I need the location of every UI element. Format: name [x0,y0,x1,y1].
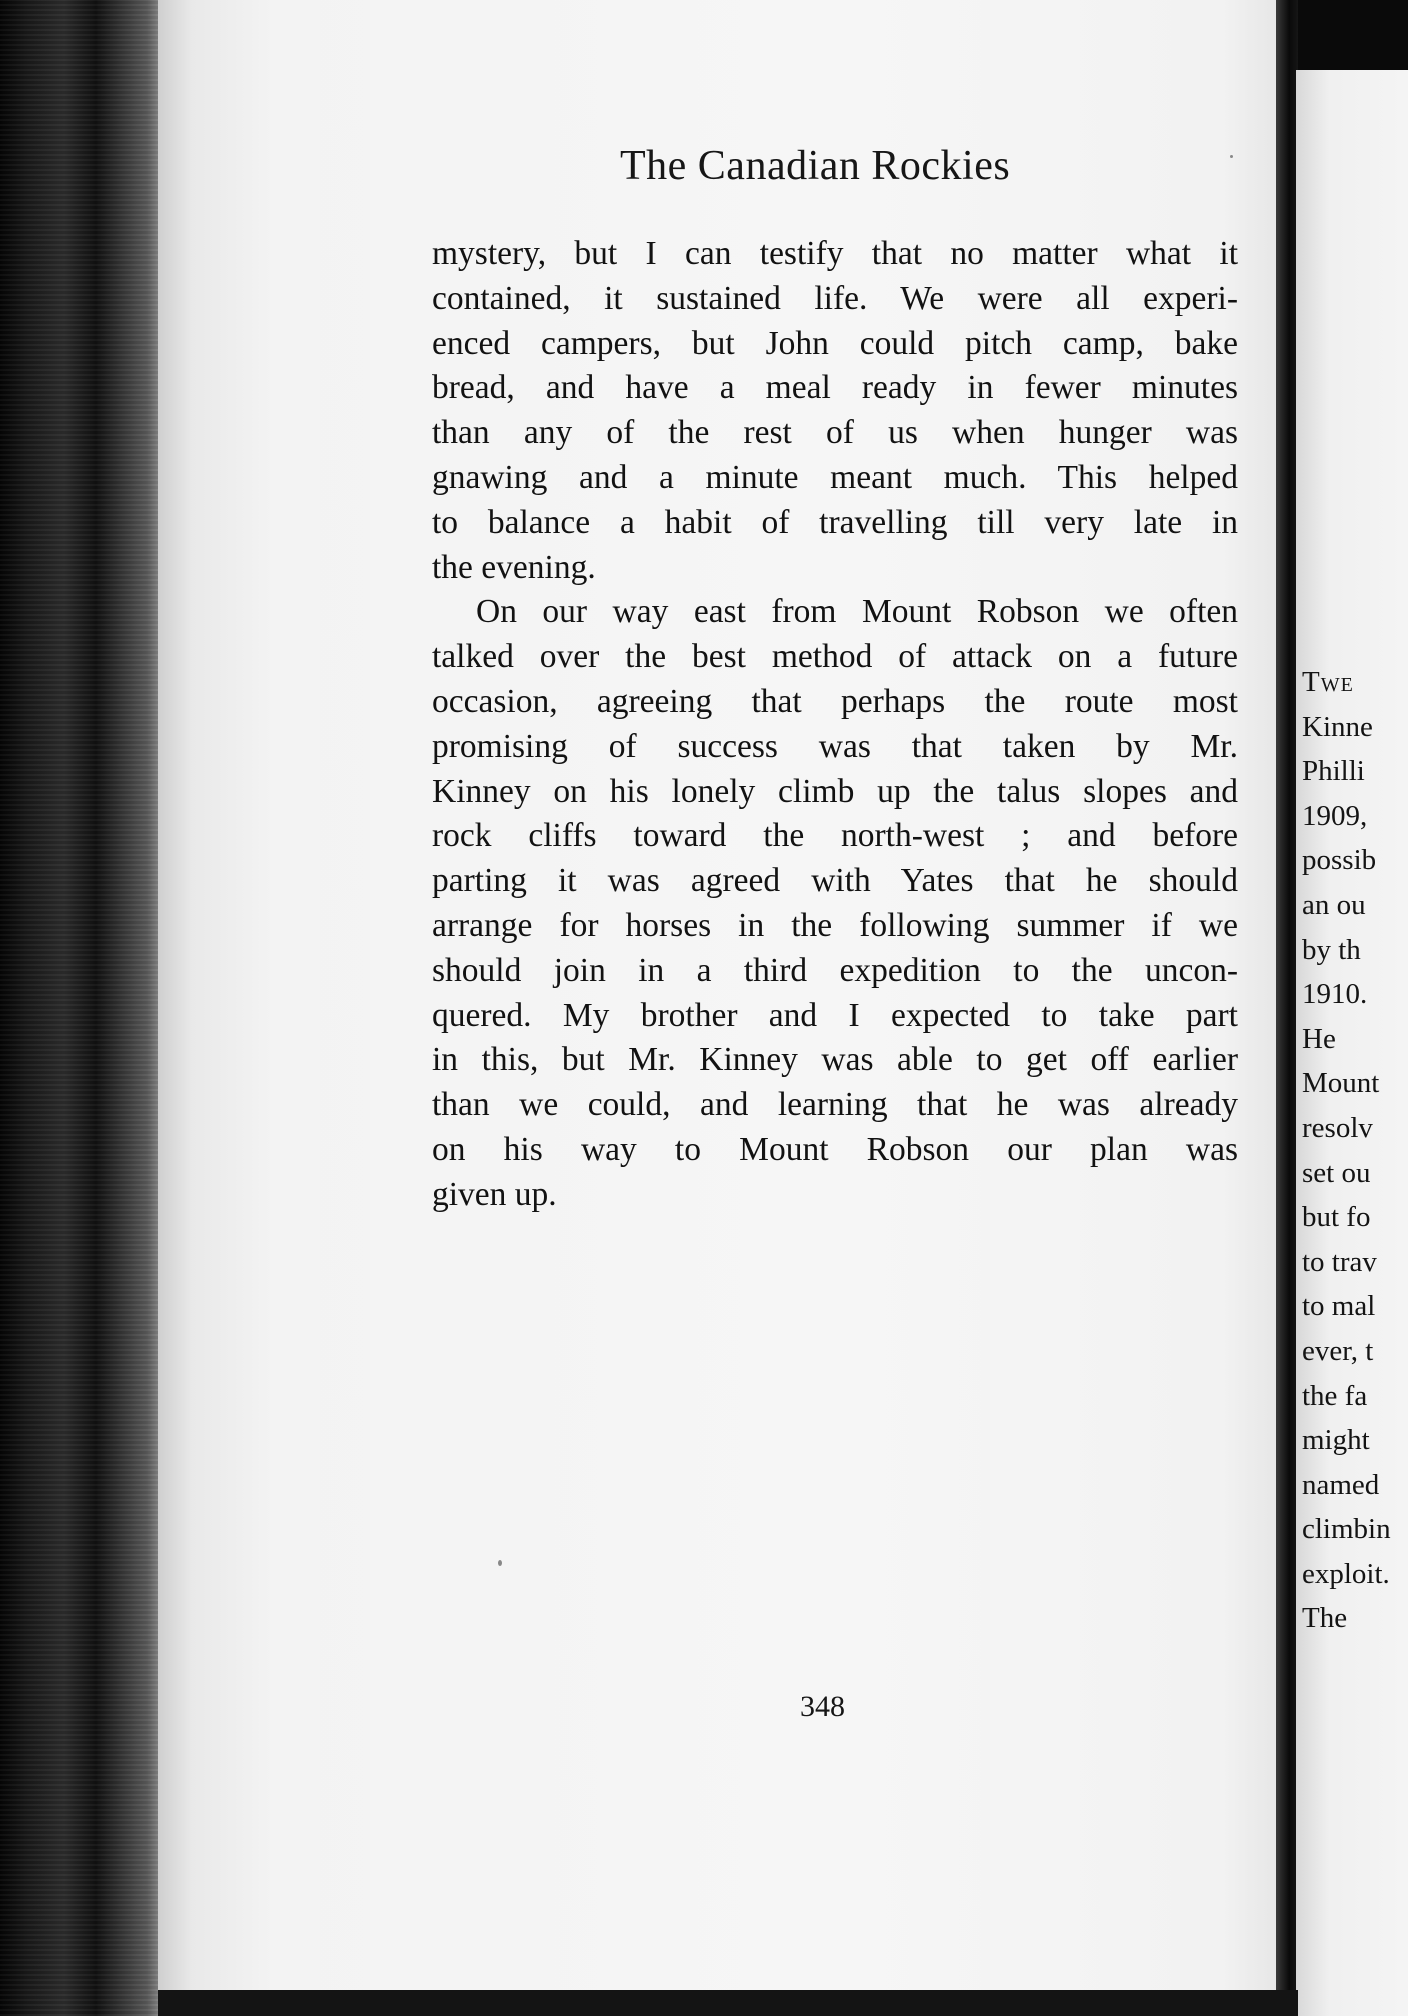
facing-text-line: resolv [1302,1111,1373,1144]
book-gutter [1276,0,1298,2016]
facing-text-line: ever, t [1302,1334,1374,1367]
facing-text-line: exploit. [1302,1557,1390,1590]
facing-text-line: set ou [1302,1156,1371,1189]
paragraph [432,590,1238,1217]
scan-bottom-border [158,1990,1298,2016]
facing-text-line: the fa [1302,1379,1368,1412]
facing-text-line: Kinne [1302,710,1373,743]
text-line: Kinney on his lonely climb up the talus slopes and [432,772,1238,810]
facing-text-line: might [1302,1424,1370,1457]
text-line: on his way to Mount Robson our plan was [432,1130,1238,1168]
facing-text-line: He [1302,1022,1336,1055]
text-line: enced campers, but John could pitch camp, bake [432,324,1238,362]
text-line: parting it was agreed with Yates that he should [432,862,1238,900]
running-head: The Canadian Rockies [620,143,1011,189]
facing-text-line: The [1302,1602,1348,1635]
paper-speck [1230,155,1233,158]
facing-text-line: 1910. [1302,978,1368,1011]
facing-text-line: to mal [1302,1290,1376,1323]
facing-text-line: 1909, [1302,799,1368,832]
facing-text-line: Mount [1302,1067,1380,1100]
text-line: mystery, but I can testify that no matter what it [432,235,1238,272]
facing-text-line: climbin [1302,1513,1391,1546]
text-line: contained, it sustained life. We were all experi- [432,279,1238,317]
text-line: On our way east from Mount Robson we often [476,593,1238,631]
text-line: quered. My brother and I expected to take part [432,996,1238,1034]
body-text [432,232,1238,1218]
text-line: the evening. [432,548,596,586]
facing-text-line: but fo [1302,1201,1371,1234]
facing-text-line: named [1302,1468,1380,1501]
text-line: should join in a third expedition to the uncon- [432,951,1238,989]
text-line: than any of the rest of us when hunger was [432,414,1238,452]
text-line: to balance a habit of travelling till very late in [432,503,1238,541]
facing-page-text [1302,660,1391,1641]
text-line: promising of success was that taken by Mr. [432,727,1238,765]
text-line: in this, but Mr. Kinney was able to get off earlier [432,1041,1238,1079]
text-line: given up. [432,1175,557,1213]
page-number: 348 [800,1690,845,1723]
text-line: rock cliffs toward the north-west ; and before [432,817,1238,855]
paragraph [432,232,1238,590]
text-line: occasion, agreeing that perhaps the route most [432,682,1238,720]
facing-text-line: an ou [1302,888,1366,921]
text-line: bread, and have a meal ready in fewer minutes [432,369,1238,407]
text-line: gnawing and a minute meant much. This helped [432,458,1238,496]
text-line: talked over the best method of attack on a future [432,638,1238,676]
book-page-edges [0,0,160,2016]
facing-text-line: to trav [1302,1245,1377,1278]
facing-text-line: possib [1302,844,1377,877]
facing-text-line: Philli [1302,755,1365,788]
text-line: than we could, and learning that he was already [432,1086,1238,1124]
paper-speck [498,1560,502,1566]
facing-text-line: by th [1302,933,1361,966]
facing-text-line: Twe [1302,666,1354,698]
text-line: arrange for horses in the following summer if we [432,906,1238,944]
